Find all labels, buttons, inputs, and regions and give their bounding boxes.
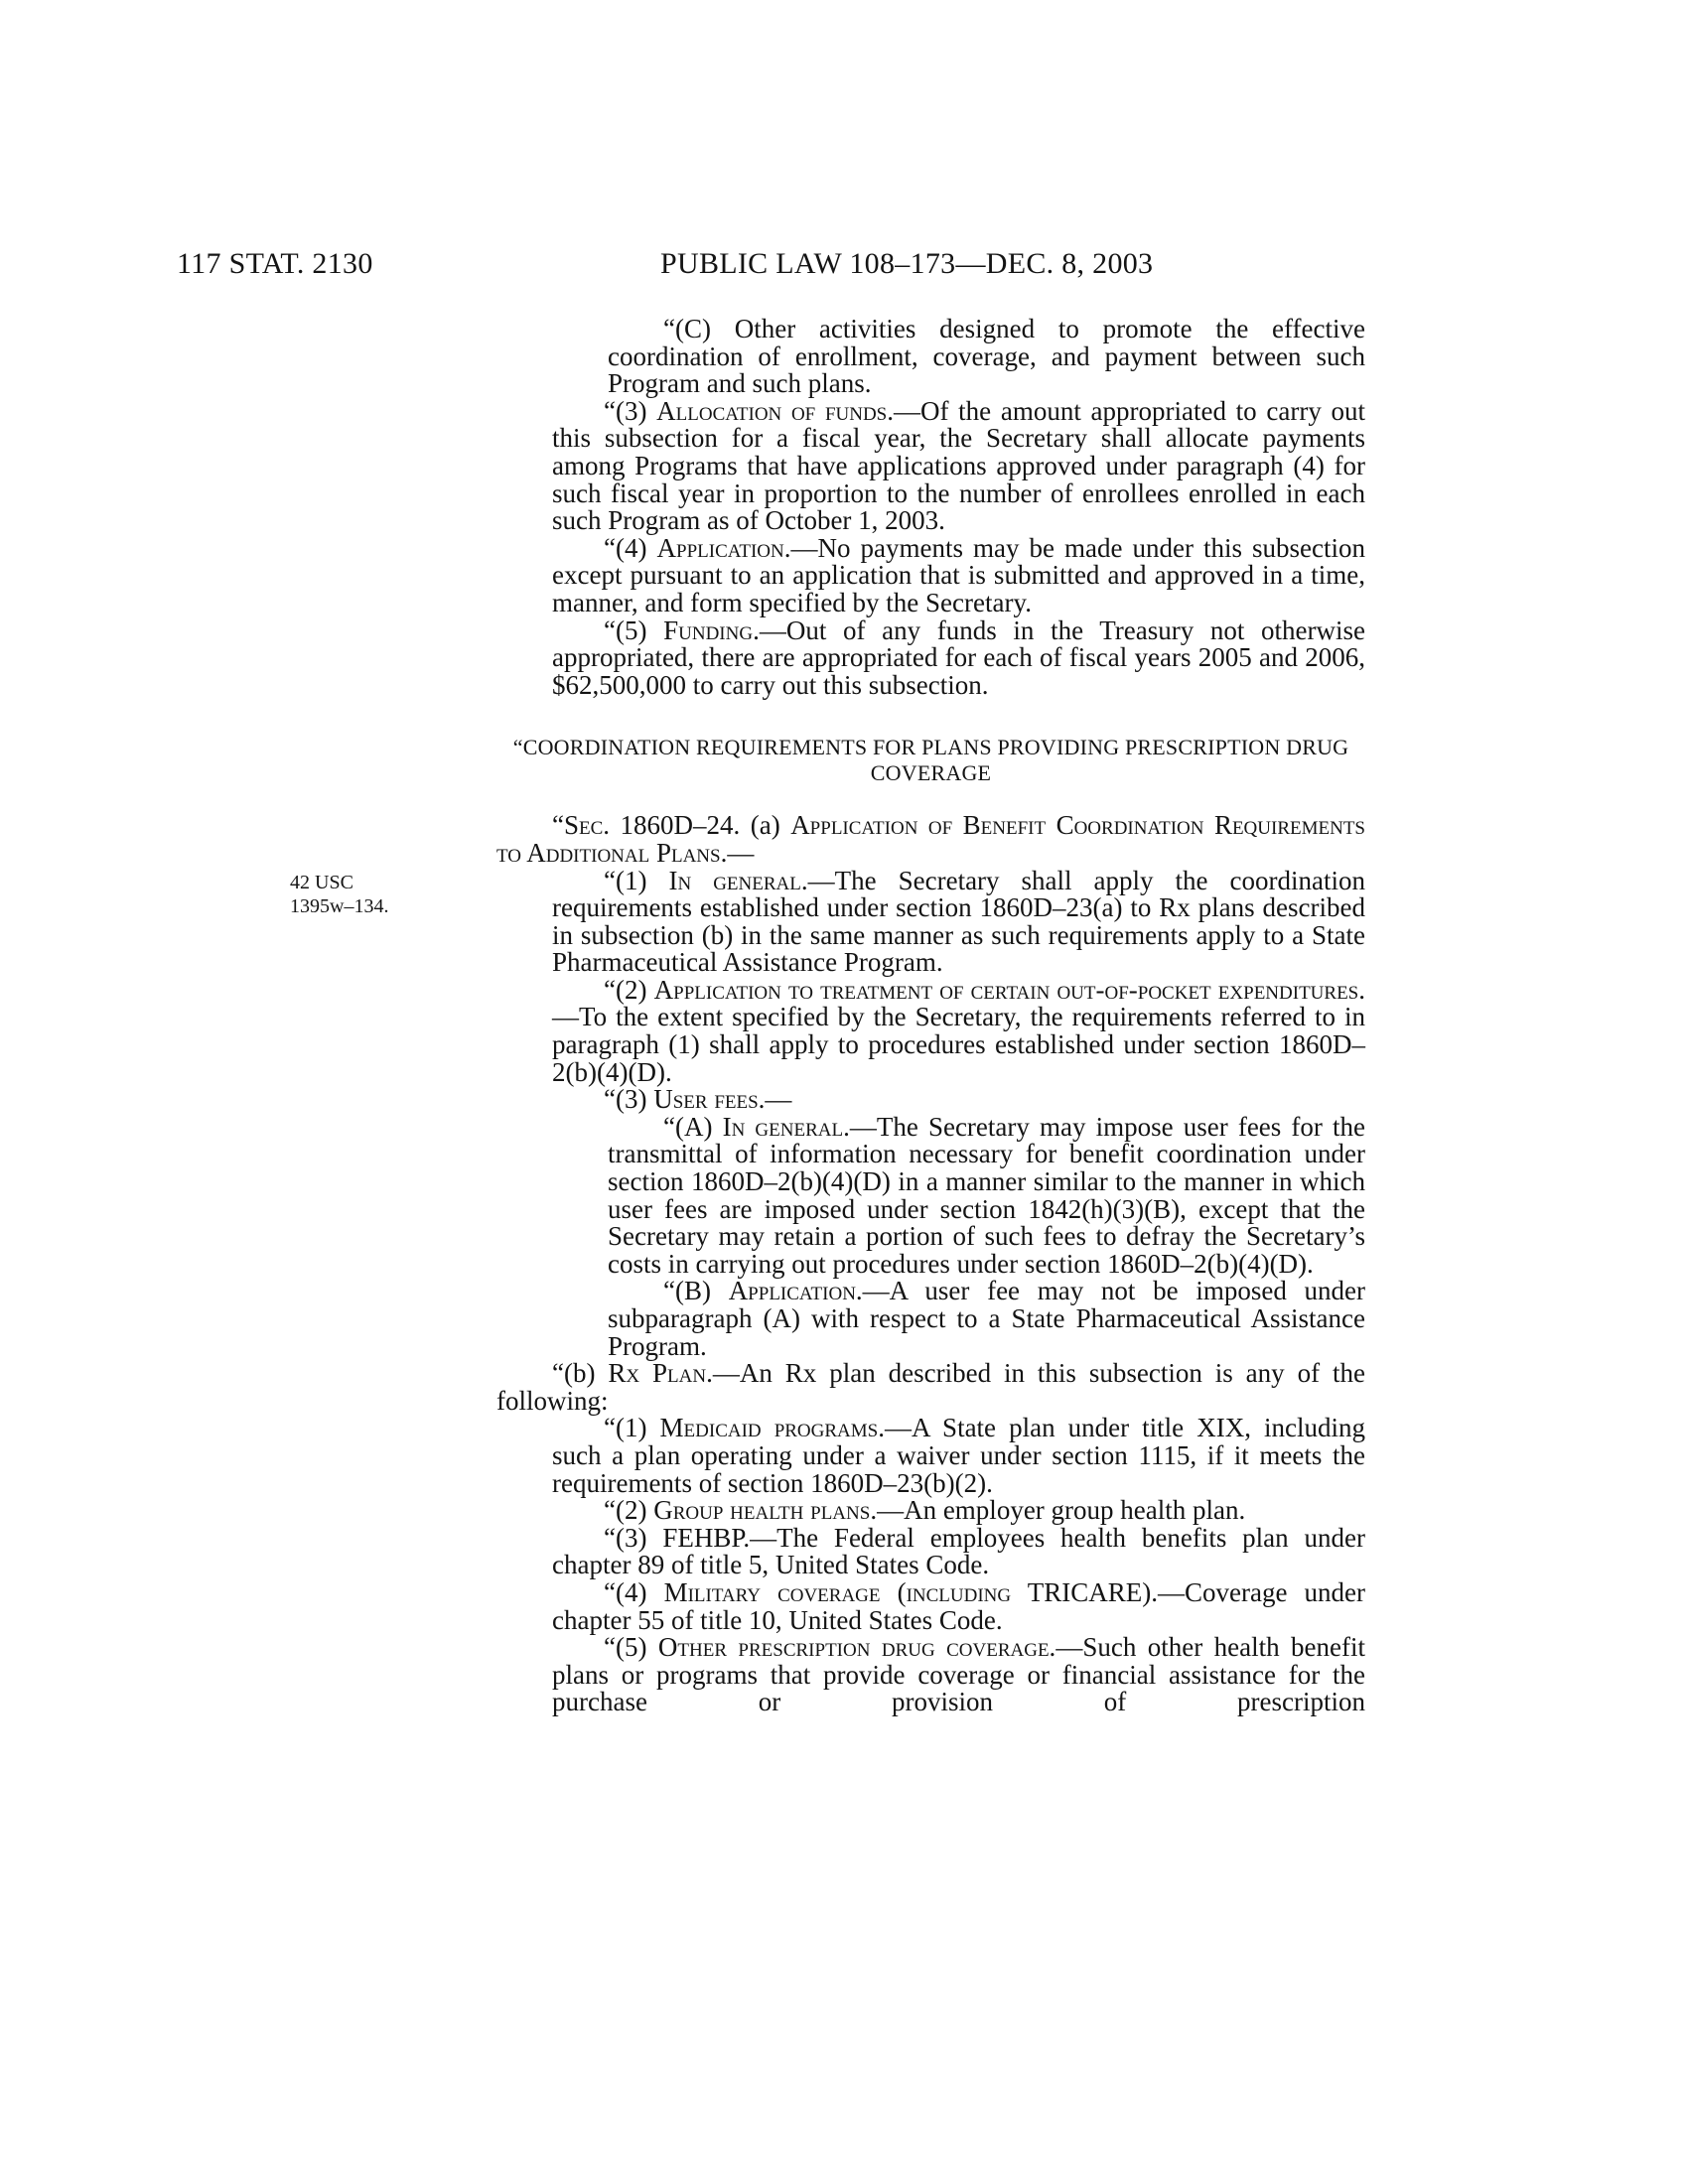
section-heading: “COORDINATION REQUIREMENTS FOR PLANS PROVIDING PRESCRIPTION DRUG COVERAGE bbox=[512, 735, 1349, 786]
para-title: Military coverage (including TRICARE). bbox=[663, 1576, 1158, 1607]
subsection-title: Application of Benefit Coordination Requirements to Additional Plans. bbox=[496, 810, 1365, 868]
section-number: 1860D–24. (a) bbox=[610, 810, 791, 841]
subparagraph-c-other-activities: “(C) Other activities designed to promote the effective coordination of enrollment, coverage, and payment between such Program and such plans. bbox=[608, 314, 1365, 399]
paragraph-b5-other-coverage bbox=[496, 1634, 1365, 1716]
para-text: —Such other health benefit plans or programs that provide coverage or financial assistance for the purchase or provision of prescription bbox=[552, 1632, 1365, 1717]
para-label: “(1) bbox=[604, 865, 669, 895]
paragraph-4-application bbox=[496, 532, 1366, 617]
para-text: —An employer group health plan. bbox=[877, 1495, 1246, 1526]
para-title: In general. bbox=[668, 865, 808, 895]
para-text: —Of the amount appropriated to carry out this subsection for a fiscal year, the Secretary shall allocate payments among Programs that have applications approved under paragraph (4) for such fiscal year in proportion to the number of enrollees enrolled in each such Program as of October 1, 2003. bbox=[552, 395, 1366, 536]
para-text: —The Federal employees health benefits plan under chapter 89 of title 5, United States Code. bbox=[552, 1522, 1365, 1580]
section-1860d-24-subsection-a bbox=[496, 812, 1365, 867]
para-text: —A State plan under title XIX, including such a plan operating under a waiver under section 1115, if it meets the requirements of section 1860D–23(b)(2). bbox=[552, 1413, 1365, 1498]
para-label: “(2) bbox=[604, 974, 654, 1005]
para-title: Allocation of funds. bbox=[656, 395, 894, 426]
para-label: “(5) bbox=[604, 614, 664, 645]
para-label: “(3) bbox=[604, 395, 657, 426]
subparagraph-a3b-application bbox=[496, 1278, 1365, 1360]
margin-note-line: 1395w–134. bbox=[290, 895, 389, 917]
para-title: FEHBP. bbox=[662, 1522, 751, 1553]
paragraph-5-funding bbox=[496, 614, 1365, 700]
section-label: “Sec. bbox=[552, 810, 611, 841]
statute-body bbox=[496, 316, 1365, 1716]
para-label: “(1) bbox=[604, 1413, 660, 1443]
para-label: “(2) bbox=[604, 1495, 654, 1526]
para-text: —An Rx plan described in this subsection is any of the following: bbox=[496, 1358, 1365, 1416]
para-title: In general. bbox=[722, 1111, 850, 1142]
para-label: “(5) bbox=[604, 1632, 658, 1663]
para-label: “(A) bbox=[663, 1111, 723, 1142]
margin-note-usc-citation bbox=[290, 871, 388, 918]
paragraph-b3-fehbp bbox=[496, 1522, 1365, 1580]
para-label: “(4) bbox=[604, 1576, 664, 1607]
para-title: Application. bbox=[728, 1276, 863, 1306]
paragraph-a2-out-of-pocket bbox=[496, 974, 1365, 1087]
paragraph-a1-in-general bbox=[496, 865, 1366, 978]
para-label: “(3) bbox=[604, 1084, 654, 1115]
para-text: —The Secretary shall apply the coordination requirements established under section 1860D–23(a) to Rx plans described in subsection (b) in the same manner as such requirements apply to a State Pharmaceutical Assistance Program. bbox=[552, 865, 1366, 978]
para-title: Group health plans. bbox=[653, 1495, 878, 1526]
para-text: —To the extent specified by the Secretary, the requirements referred to in paragraph (1) shall apply to procedures established under section 1860D–2(b)(4)(D). bbox=[552, 1002, 1365, 1087]
margin-note-line: 42 USC bbox=[290, 872, 353, 893]
stat-page-reference: 117 STAT. 2130 bbox=[177, 247, 373, 280]
para-title: Medicaid programs. bbox=[659, 1413, 885, 1443]
para-text: —No payments may be made under this subsection except pursuant to an application that is submitted and approved in a time, manner, and form specified by the Secretary. bbox=[552, 532, 1366, 617]
subsection-b-rx-plan bbox=[496, 1360, 1365, 1415]
paragraph-a3-user-fees bbox=[496, 1086, 1365, 1114]
para-text: —A user fee may not be imposed under subparagraph (A) with respect to a State Pharmaceutical Assistance Program. bbox=[608, 1276, 1365, 1361]
paragraph-b1-medicaid bbox=[496, 1415, 1365, 1497]
para-label: “(4) bbox=[604, 532, 657, 563]
para-title: Application to treatment of certain out-of-pocket expenditures. bbox=[653, 974, 1365, 1005]
subparagraph-a3a-in-general bbox=[496, 1111, 1366, 1279]
para-title: Rx Plan. bbox=[608, 1358, 713, 1389]
paragraph-3-allocation-of-funds bbox=[496, 395, 1366, 536]
para-text: —Out of any funds in the Treasury not otherwise appropriated, there are appropriated for each of fiscal years 2005 and 2006, $62,500,000 to carry out this subsection. bbox=[552, 614, 1365, 700]
para-text: —Coverage under chapter 55 of title 10, United States Code. bbox=[552, 1576, 1365, 1635]
para-title: Funding. bbox=[663, 614, 760, 645]
para-label: “(B) bbox=[663, 1276, 729, 1306]
para-label: “(b) bbox=[552, 1358, 609, 1389]
para-label: “(3) bbox=[604, 1522, 663, 1553]
paragraph-b2-group-health bbox=[496, 1497, 1365, 1525]
para-title: User fees. bbox=[653, 1084, 766, 1115]
subsection-dash: — bbox=[727, 837, 755, 868]
running-header-title: PUBLIC LAW 108–173—DEC. 8, 2003 bbox=[660, 247, 1154, 280]
para-text: —The Secretary may impose user fees for the transmittal of information necessary for benefit coordination under section 1860D–2(b)(4)(D) in a manner similar to the manner in which user fees are imposed under section 1842(h)(3)(B), except that the Secretary may retain a portion of such fees to defray the Secretary’s costs in carrying out procedures under section 1860D–2(b)(4)(D). bbox=[608, 1111, 1366, 1279]
para-title: Other prescription drug coverage. bbox=[657, 1632, 1056, 1663]
para-dash: — bbox=[765, 1084, 792, 1115]
paragraph-b4-military bbox=[496, 1576, 1365, 1635]
para-title: Application. bbox=[656, 532, 791, 563]
